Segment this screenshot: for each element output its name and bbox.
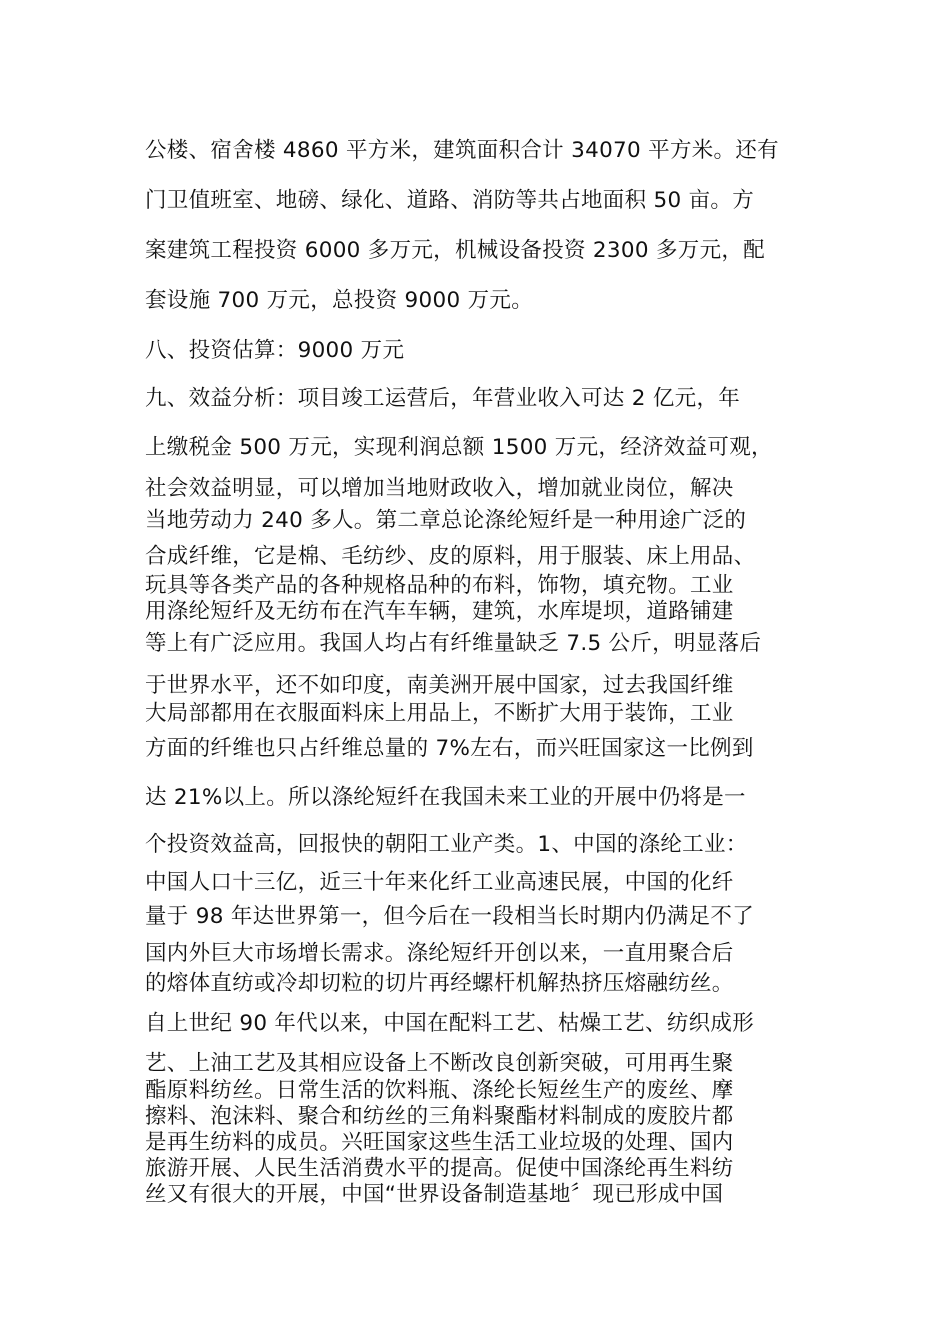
text-line: 等上有广泛应用。我国人均占有纤维量缺乏 7.5 公斤，明显落后 bbox=[145, 631, 762, 656]
text-line: 量于 98 年达世界第一，但今后在一段相当长时期内仍满足不了 bbox=[145, 904, 755, 929]
text-line: 当地劳动力 240 多人。第二章总论涤纶短纤是一种用途广泛的 bbox=[145, 508, 747, 533]
text-line: 国内外巨大市场增长需求。涤纶短纤开创以来，一直用聚合后 bbox=[145, 941, 734, 966]
text-line: 大局部都用在衣服面料床上用品上，不断扩大用于装饰，工业 bbox=[145, 701, 734, 726]
text-line: 社会效益明显，可以增加当地财政收入，增加就业岗位，解决 bbox=[145, 476, 734, 501]
text-line: 门卫值班室、地磅、绿化、道路、消防等共占地面积 50 亩。方 bbox=[145, 188, 755, 213]
text-line: 艺、上油工艺及其相应设备上不断改良创新突破，可用再生聚 bbox=[145, 1051, 734, 1076]
text-line: 用涤纶短纤及无纺布在汽车车辆，建筑，水库堤坝，道路铺建 bbox=[145, 599, 734, 624]
text-line: 自上世纪 90 年代以来，中国在配料工艺、枯燥工艺、纺织成形 bbox=[145, 1011, 755, 1036]
text-line: 八、投资估算：9000 万元 bbox=[145, 338, 405, 363]
text-line: 公楼、宿舍楼 4860 平方米，建筑面积合计 34070 平方米。还有 bbox=[145, 138, 779, 163]
text-line: 于世界水平，还不如印度，南美洲开展中国家，过去我国纤维 bbox=[145, 673, 734, 698]
text-line: 丝又有很大的开展，中国“世界设备制造基地〞现已形成中国 bbox=[145, 1182, 724, 1207]
text-line: 套设施 700 万元，总投资 9000 万元。 bbox=[145, 288, 533, 313]
text-line: 个投资效益高，回报快的朝阳工业产类。1、中国的涤纶工业： bbox=[145, 832, 748, 857]
text-line: 上缴税金 500 万元，实现利润总额 1500 万元，经济效益可观， bbox=[145, 435, 773, 460]
text-line: 达 21%以上。所以涤纶短纤在我国未来工业的开展中仍将是一 bbox=[145, 785, 746, 810]
text-line: 方面的纤维也只占纤维总量的 7%左右，而兴旺国家这一比例到 bbox=[145, 736, 754, 761]
text-line: 旅游开展、人民生活消费水平的提高。促使中国涤纶再生料纺 bbox=[145, 1156, 734, 1181]
text-line: 案建筑工程投资 6000 多万元，机械设备投资 2300 多万元，配 bbox=[145, 238, 765, 263]
text-line: 合成纤维，它是棉、毛纺纱、皮的原料，用于服装、床上用品、 bbox=[145, 544, 756, 569]
text-line: 酯原料纺丝。日常生活的饮料瓶、涤纶长短丝生产的废丝、摩 bbox=[145, 1078, 734, 1103]
text-line: 的熔体直纺或冷却切粒的切片再经螺杆机解热挤压熔融纺丝。 bbox=[145, 971, 734, 996]
text-line: 玩具等各类产品的各种规格品种的布料，饰物，填充物。工业 bbox=[145, 573, 734, 598]
text-line: 擦料、泡沫料、聚合和纺丝的三角料聚酯材料制成的废胶片都 bbox=[145, 1104, 734, 1129]
text-line: 九、效益分析：项目竣工运营后，年营业收入可达 2 亿元，年 bbox=[145, 386, 741, 411]
text-line: 是再生纺料的成员。兴旺国家这些生活工业垃圾的处理、国内 bbox=[145, 1130, 734, 1155]
text-line: 中国人口十三亿，近三十年来化纤工业高速民展，中国的化纤 bbox=[145, 870, 734, 895]
